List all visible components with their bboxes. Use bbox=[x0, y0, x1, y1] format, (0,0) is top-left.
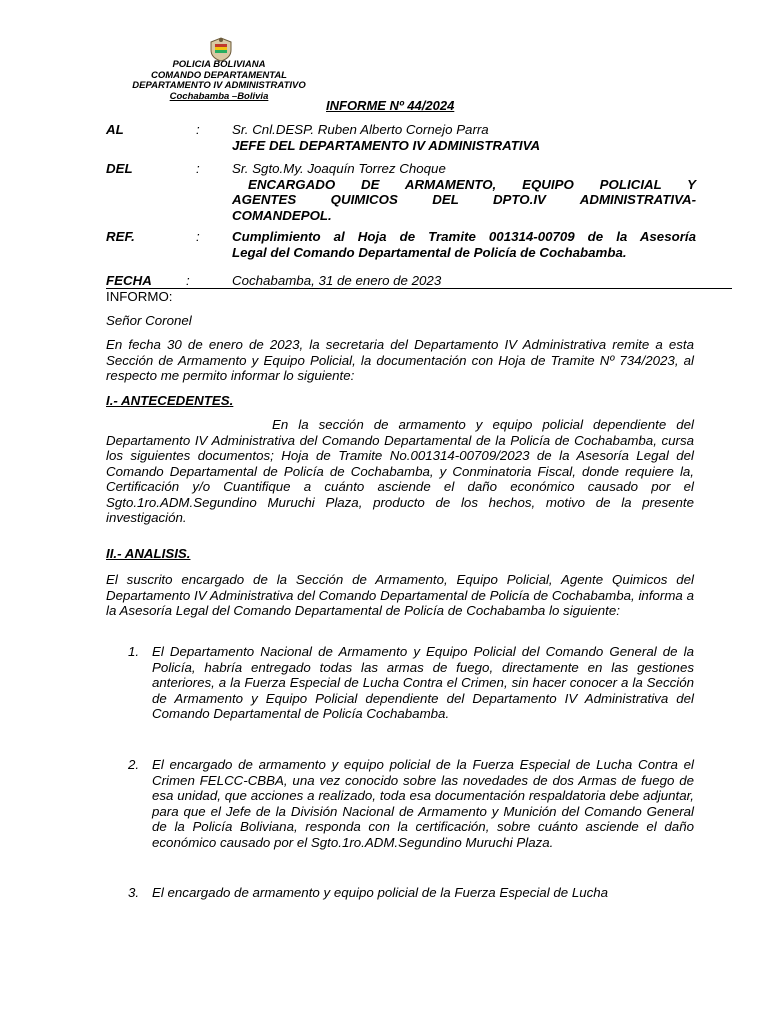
section-1-body: En la sección de armamento y equipo policial dependiente del Departamento IV Administrativa del Comando Departamental de la Policía de Cochabamba, cursa los siguientes documentos; Hoja de Tramite No.001314-00709/2023 de la Asesoría Legal del Comando Departamental de Policía de Cochabamba, y Conminatoria Fiscal, donde requiere la, Certificación y/o Cuantifique a cuánto asciende el daño económico causado por el Sgto.1ro.ADM.Segundino Muruchi Plaza, producto de los hechos, motivo de la presente investigación. bbox=[106, 417, 694, 525]
informo-label: INFORMO: bbox=[106, 289, 173, 304]
sender-name: Sr. Sgto.My. Joaquín Torrez Choque bbox=[232, 161, 446, 176]
header-line-3: DEPARTAMENTO IV ADMINISTRATIVO bbox=[132, 80, 306, 91]
date-value: Cochabamba, 31 de enero de 2023 bbox=[232, 273, 442, 288]
section-1-title bbox=[106, 393, 233, 408]
reference-block bbox=[106, 229, 694, 261]
salutation: Señor Coronel bbox=[106, 313, 192, 328]
al-label: AL bbox=[106, 122, 124, 137]
del-colon: : bbox=[196, 161, 200, 176]
list-item bbox=[106, 757, 694, 869]
al-colon: : bbox=[196, 122, 200, 137]
recipient-block bbox=[106, 122, 694, 154]
sender-position-line-3: COMANDEPOL. bbox=[232, 207, 332, 223]
recipient-position: JEFE DEL DEPARTAMENTO IV ADMINISTRATIVA bbox=[232, 137, 541, 153]
intro-paragraph: En fecha 30 de enero de 2023, la secretaria del Departamento IV Administrativa remite a esta Sección de Armamento y Equipo Policial, la documentación con Hoja de Tramite Nº 734/2023, al respecto me permito informar lo siguiente: bbox=[106, 337, 694, 383]
section-2-title: II.- ANALISIS. bbox=[106, 546, 191, 561]
sender-position-line-2: AGENTES QUIMICOS DEL DPTO.IV ADMINISTRATIVA- bbox=[232, 192, 696, 207]
section-1-title-text: I.- ANTECEDENTES bbox=[106, 393, 230, 408]
header-line-1: POLICIA BOLIVIANA bbox=[172, 59, 266, 70]
reference-line-2: Legal del Comando Departamental de Policía de Cochabamba. bbox=[232, 244, 627, 260]
ref-label: REF. bbox=[106, 229, 135, 244]
section-2-body: El suscrito encargado de la Sección de Armamento, Equipo Policial, Agente Quimicos del Departamento IV Administrativa del Comando Departamental de Policía de Cochabamba, informa a la Asesoría Legal del Comando Departamental de Policía de Cochabamba lo siguiente: bbox=[106, 572, 694, 618]
header-line-2: COMANDO DEPARTAMENTAL bbox=[151, 69, 287, 81]
recipient-name: Sr. Cnl.DESP. Ruben Alberto Cornejo Parra bbox=[232, 122, 489, 137]
sender-position-line-1: ENCARGADO DE ARMAMENTO, EQUIPO POLICIAL Y bbox=[248, 176, 696, 192]
header-line-4: Cochabamba –Bolivia bbox=[169, 90, 269, 102]
institution-header bbox=[120, 60, 318, 102]
list-item-text: El encargado de armamento y equipo policial de la Fuerza Especial de Lucha Contra el Crimen FELCC-CBBA, una vez conocido sobre las novedades de dos Armas de fuego de esa unidad, que acciones a realizado, toda esa documentación respaldatoria debe adjuntar, para que el Jefe de la División Nacional de Armamento y Munición del Comando General de la Policía Boliviana, responda con la certificación, sobre cuánto asciende el daño económico causado por el Sgto.1ro.ADM.Segundino Muruchi Plaza. bbox=[152, 757, 694, 850]
list-item-text: El Departamento Nacional de Armamento y Equipo Policial del Comando General de la Policía, habría entregado todas las armas de fuego, directamente en las gestiones anteriores, a la Fuerza Especial de Lucha Contra el Crimen, sin hacer conocer a la Sección de Armamento y Equipo Policial dependiente del Departamento IV Administrativa del Comando Departamental de Policía Cochabamba. bbox=[152, 644, 694, 721]
list-item bbox=[106, 885, 694, 903]
del-label: DEL bbox=[106, 161, 133, 176]
list-item bbox=[106, 644, 694, 740]
ref-colon: : bbox=[196, 229, 200, 244]
list-item-number: 3. bbox=[128, 885, 140, 900]
fecha-colon: : bbox=[186, 273, 190, 288]
reference-line-1: Cumplimiento al Hoja de Tramite 001314-00709 de la Asesoría bbox=[232, 229, 696, 244]
list-item-number: 2. bbox=[128, 757, 140, 772]
list-item-text: El encargado de armamento y equipo policial de la Fuerza Especial de Lucha bbox=[152, 885, 609, 900]
fecha-label: FECHA bbox=[106, 273, 152, 288]
sender-block bbox=[106, 161, 694, 223]
section-1-title-dot: . bbox=[229, 393, 234, 408]
list-item-number: 1. bbox=[128, 644, 140, 659]
report-title: INFORME Nº 44/2024 bbox=[326, 98, 455, 113]
date-block bbox=[106, 273, 694, 289]
